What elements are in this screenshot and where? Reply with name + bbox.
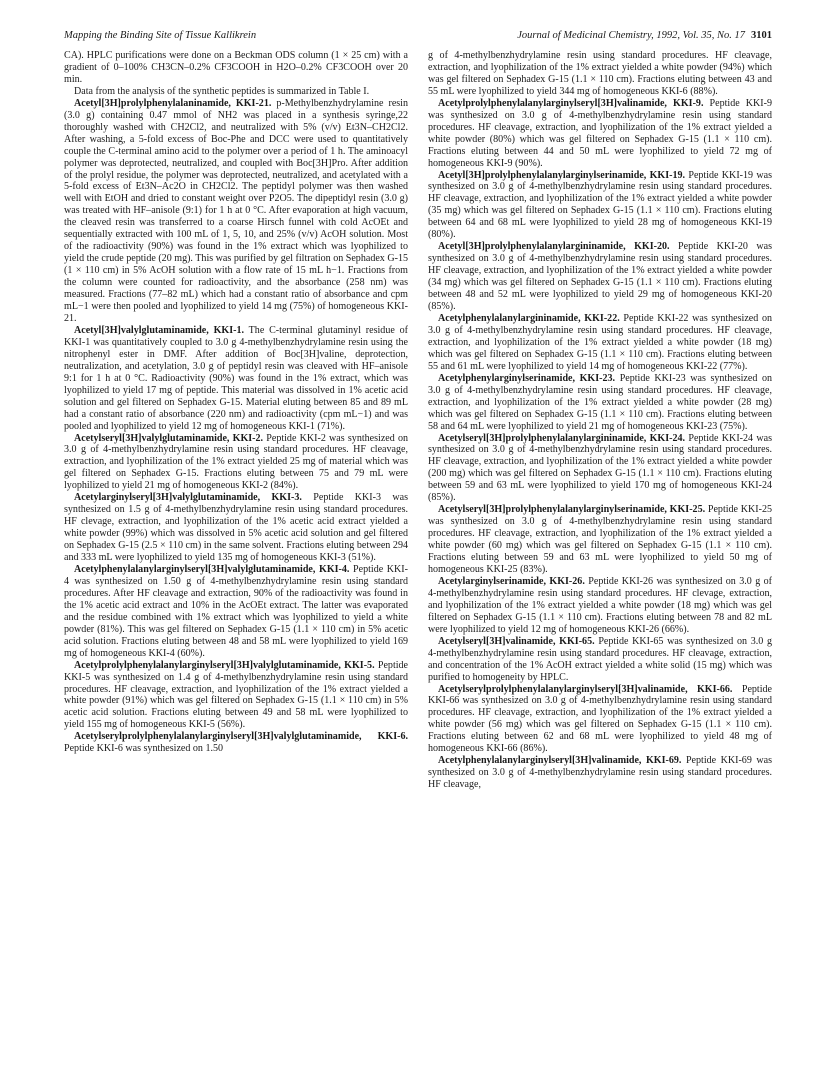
paragraph [428,504,772,576]
running-header [64,30,772,44]
paragraph-text: The C-terminal glutaminyl residue of KKI-1 was quantitatively coupled to 3.0 g 4-methylbenzhydrylamine resin using the nitrophenyl ester in DMF. After addition of Boc[3H]valine, deprotection, neutralization, and acetylation, 3.0 g of peptidyl resin was cleaved with HF–anisole 9:1 for 1 h at 0 °C. Radioactivity (90%) was found in the 1% extract, which was lyophilized to yield 17 mg of peptide. This material was dissolved in 1% acetic acid solution and gel filtered on Sephadex G-15. Material eluting between 85 and 89 mL had a constant ratio of absorbance (220 nm) and radioactivity (cpm mL−1) and was pooled and lyophilized to yield 12 mg of homogeneous KKI-1 (71%). [64,324,408,432]
paragraph-text: Peptide KKI-9 was synthesized on 3.0 g of 4-methylbenzhydrylamine resin using standard procedures. HF cleavage, extraction, and lyophilization of the 1% extract yielded a white powder (80%) which was gel filtered on Sephadex G-15 (1.1 × 110 cm). Fractions eluting between 44 and 50 mL were lyophilized to yield 72 mg of homogeneous KKI-9 (90%). [428,97,772,169]
compound-heading: Acetylserylprolylphenylalanylarginylseryl[3H]valylglutaminamide, KKI-6. [74,731,408,743]
paragraph-text: Peptide KKI-6 was synthesized on 1.50 [64,743,224,755]
paragraph [64,98,408,325]
paragraph-text: Peptide KKI-5 was synthesized on 1.4 g of 4-methylbenzhydrylamine resin using standard procedures. HF cleavage, extraction, and lyophilization of the 1% extract yielded a white powder (91%) which was gel filtered on Sephadex G-15 (1.1 × 110 cm) in 5% acetic acid solution. Fractions eluting between 49 and 58 mL were lyophilized to yield 155 mg of homogeneous KKI-5 (56%). [64,659,409,731]
compound-heading: Acetylphenylarginylserinamide, KKI-23. [438,372,616,384]
paragraph [428,576,772,636]
paragraph-text: Peptide KKI-19 was synthesized on 3.0 g of 4-methylbenzhydrylamine resin using standard procedures. HF cleavage, extraction, and lyophilization of the 1% extract yielded a white powder (35 mg) which was gel filtered on Sephadex G-15 (1.1 × 110 cm). Fractions eluting between 64 and 68 mL were lyophilized to yield 28 mg of homogeneous KKI-19 (80%). [428,169,772,241]
paragraph [428,241,772,313]
paragraph [64,325,408,433]
paragraph [64,660,408,732]
paragraph-text: Peptide KKI-24 was synthesized on 3.0 g of 4-methylbenzhydrylamine resin using standard procedures. HF cleavage, extraction, and lyophilization of the 1% extract yielded a white powder (200 mg) which was gel filtered on Sephadex G-15 (1.1 × 110 cm). Fractions eluting between 59 and 63 mL were lyophilized to yield 170 mg of homogeneous KKI-24 (85%). [428,432,772,504]
compound-heading: Acetylarginylserinamide, KKI-26. [438,575,585,587]
journal-name: Journal of Medicinal Chemistry, 1992, Vol. 35, No. 17 [517,30,745,41]
paragraph [64,433,408,493]
page-number: 3101 [751,30,772,41]
compound-heading: Acetylseryl[3H]prolylphenylalanylarginylserinamide, KKI-25. [438,504,706,516]
paragraph-text: Peptide KKI-69 was synthesized on 3.0 g of 4-methylbenzhydrylamine resin using standard procedures. HF cleavage, [428,755,773,791]
right-column [428,50,772,791]
compound-heading: Acetylphenylalanylarginylseryl[3H]valinamide, KKI-69. [438,755,682,767]
paragraph [64,564,408,660]
paragraph-text: Peptide KKI-20 was synthesized on 3.0 g of 4-methylbenzhydrylamine resin using standard procedures. HF cleavage, extraction, and lyophilization of the 1% extract yielded a white powder (34 mg) which was gel filtered on Sephadex G-15 (1.1 × 110 cm). Fractions eluting between 48 and 52 mL were lyophilized to yield 29 mg of homogeneous KKI-20 (85%). [428,241,772,313]
paragraph-text: Peptide KKI-3 was synthesized on 1.5 g of 4-methylbenzhydrylamine resin using standard procedures. HF clevage, extraction, and lyophilization of the 1% acetic acid extract yielded a white powder (99%) which was dissolved in 5% acetic acid solution and gel filtered on Sephadex G-15 (2.5 × 110 cm) in the same solvent. Fractions eluting between 294 and 333 mL were lyophilized to yield 135 mg of homogeneous KKI-3 (51%). [64,492,408,564]
compound-heading: Acetylserylprolylphenylalanylarginylseryl[3H]valinamide, KKI-66. [438,683,733,695]
paragraph-text: Peptide KKI-2 was synthesized on 3.0 g of 4-methylbenzhydrylamine resin using standard procedures. HF cleavage, extraction, and lyophilization of the 1% extract yielded 25 mg of material which was gel filtered on Sephadex G-15. Fractions eluting between 75 and 79 mL were lyophilized to yield 21 mg of homogeneous KKI-2 (84%). [64,432,409,492]
compound-heading: Acetyl[3H]prolylphenylalaninamide, KKI-21. [74,97,272,109]
paragraph-text: Peptide KKI-26 was synthesized on 3.0 g of 4-methylbenzhydrylamine resin using standard procedures. HF clevage, extraction, and lyophilization of the 1% extract yielded a white powder (18 mg) which was gel filtered on Sephadex G-15 (1.1 × 110 cm). Fractions eluting between 78 and 82 mL were lyophilized to yield 12 mg of homogeneous KKI-26 (66%). [428,575,773,635]
compound-heading: Acetyl[3H]prolylphenylalanylarginylserinamide, KKI-19. [438,169,686,181]
paragraph [428,50,772,98]
paragraph [64,86,408,98]
compound-heading: Acetylseryl[3H]valylglutaminamide, KKI-2. [74,432,264,444]
paragraph [428,636,772,684]
paragraph-text: Peptide KKI-22 was synthesized on 3.0 g of 4-methylbenzhydrylamine resin using standard procedures. HF cleavage, extraction, and lyophilization of the 1% extract yielded a white powder (18 mg) which was gel filtered on Sephadex G-15 (1.1 × 110 cm). Fractions eluting between 55 and 61 mL were lyophilized to yield 14 mg of homogeneous KKI-22 (77%). [428,312,772,372]
paragraph [64,50,408,86]
paragraph-text: g of 4-methylbenzhydrylamine resin using standard procedures. HF cleavage, extraction, and lyophilization of the 1% extract yielded a white powder (94%) which was gel filtered on Sephadex G-15 (1.1 × 110 cm). Fractions eluting between 43 and 55 mL were lyophilized to yield 344 mg of homogeneous KKI-6 (88%). [428,50,772,97]
paragraph [428,313,772,373]
compound-heading: Acetylseryl[3H]prolylphenylalanylargininamide, KKI-24. [438,432,686,444]
paragraph [428,755,772,791]
paragraph-text: p-Methylbenzhydrylamine resin (3.0 g) containing 0.47 mmol of NH2 was placed in a synthesis syringe,22 thoroughly washed with CH2Cl2, and neutralized with 5% (v/v) Et3N–CH2Cl2. After washing, a 5-fold excess of Boc-Phe and DCC were used to quantitatively couple the C-terminal amino acid to the polymer over a period of 1 h. The aminoacyl polymer was deprotected, neutralized, and coupled with Boc[3H]Pro. After addition of the prolyl residue, the polymer was deprotected, neutralized, and acetylated with a 5-fold excess of Et3N–Ac2O in CH2Cl2. The peptidyl polymer was then washed well with EtOH and dried to constant weight over P2O5. The dipeptidyl resin (3.0 g) was treated with HF–anisole (9:1) for 1 h at 0 °C. After evaporation at high vacuum, the cleaved resin was transferred to a coarse Hirsch funnel with cold AcOEt and sequentially extracted with 100 mL of 1, 5, 10, and 25% (v/v) AcOH solution. Most of the radioactivity (90%) was found in the 1% extract which was lyophilized to yield the crude peptide (20 mg). This was purified by gel filtration on Sephadex G-15 (1 × 110 cm) in 5% AcOH solution with a flow rate of 15 mL h−1. Fractions from the column were counted for radioactivity, and the absorbance (258 nm) was measured. Fractions (77–82 mL) which had a constant ratio of absorbance and cpm mL−1 were then pooled and lyophilized to yield 14 mg (75%) of homogeneous KKI-21. [64,97,408,324]
paragraph [428,433,772,505]
paragraph-text: Peptide KKI-4 was synthesized on 1.50 g of 4-methylbenzhydrylamine resin using standard procedures. After HF cleavage and extraction, 90% of the radioactivity was found in the 1% acetic acid extract and 10% in the AcOEt extract. The latter was evaporated and the residue combined with 1% extract which was lyophilized to yield a white powder (81%). This was gel filtered on Sephadex G-15 (1.1 × 110 cm) in 5% acetic acid solution. Fractions eluting between 48 and 58 mL were lyophilized to yield 169 mg of homogeneous KKI-4 (60%). [64,563,408,659]
compound-heading: Acetylprolylphenylalanylarginylseryl[3H]valylglutaminamide, KKI-5. [74,659,375,671]
paragraph [64,492,408,564]
paragraph [64,731,408,755]
paragraph [428,170,772,242]
paragraph-text: Peptide KKI-65 was synthesized on 3.0 g 4-methylbenzhydrylamine resin using standard procedures. HF cleavage, extraction, and concentration of the 1% AcOH extract yielded a white solid (15 mg) which was purified to homogeneity by HPLC. [428,635,772,683]
paragraph-text: Peptide KKI-23 was synthesized on 3.0 g of 4-methylbenzhydrylamine resin using standard procedures. HF cleavage, extraction, and lyophilization of the 1% extract yielded a white powder (28 mg) which was gel filtered on Sephadex G-15 (1.1 × 110 cm). Fractions eluting between 58 and 64 mL were lyophilized to yield 21 mg of homogeneous KKI-23 (75%). [428,372,773,432]
compound-heading: Acetylarginylseryl[3H]valylglutaminamide, KKI-3. [74,492,302,504]
compound-heading: Acetylseryl[3H]valinamide, KKI-65. [438,635,595,647]
left-column [64,50,408,755]
paragraph [428,373,772,433]
paragraph [428,98,772,170]
paragraph-text: Peptide KKI-66 was synthesized on 3.0 g of 4-methylbenzhydrylamine resin using standard procedures. HF cleavage, extraction, and lyophilization of the 1% extract yielded a white powder (56 mg) which was gel filtered on Sephadex G-15 (1.1 × 110 cm). Fractions eluting between 62 and 68 mL were lyophilized to yield 48 mg of homogeneous KKI-66 (86%). [428,683,772,755]
compound-heading: Acetyl[3H]valylglutaminamide, KKI-1. [74,324,245,336]
paragraph-text: Data from the analysis of the synthetic peptides is summarized in Table I. [74,85,370,97]
paragraph-text: Peptide KKI-25 was synthesized on 3.0 g of 4-methylbenzhydrylamine resin using standard procedures. HF cleavage, extraction, and lyophilization of the 1% extract yielded a white powder (60 mg) which was gel filtered on Sephadex G-15 (1.1 × 110 cm). Fractions eluting between 59 and 63 mL were lyophilized to yield 50 mg of homogeneous KKI-25 (83%). [428,504,773,575]
journal-citation [517,30,772,41]
compound-heading: Acetylphenylalanylargininamide, KKI-22. [438,312,620,324]
compound-heading: Acetyl[3H]prolylphenylalanylargininamide, KKI-20. [438,241,670,253]
compound-heading: Acetylprolylphenylalanylarginylseryl[3H]valinamide, KKI-9. [438,97,704,109]
running-title: Mapping the Binding Site of Tissue Kallikrein [64,30,257,41]
paragraph-text: CA). HPLC purifications were done on a Beckman ODS column (1 × 25 cm) with a gradient of 0–100% CH3CN–0.2% CF3COOH in H2O–0.2% CF3COOH over 20 min. [64,50,408,85]
compound-heading: Acetylphenylalanylarginylseryl[3H]valylglutaminamide, KKI-4. [74,563,350,575]
paragraph [428,684,772,756]
